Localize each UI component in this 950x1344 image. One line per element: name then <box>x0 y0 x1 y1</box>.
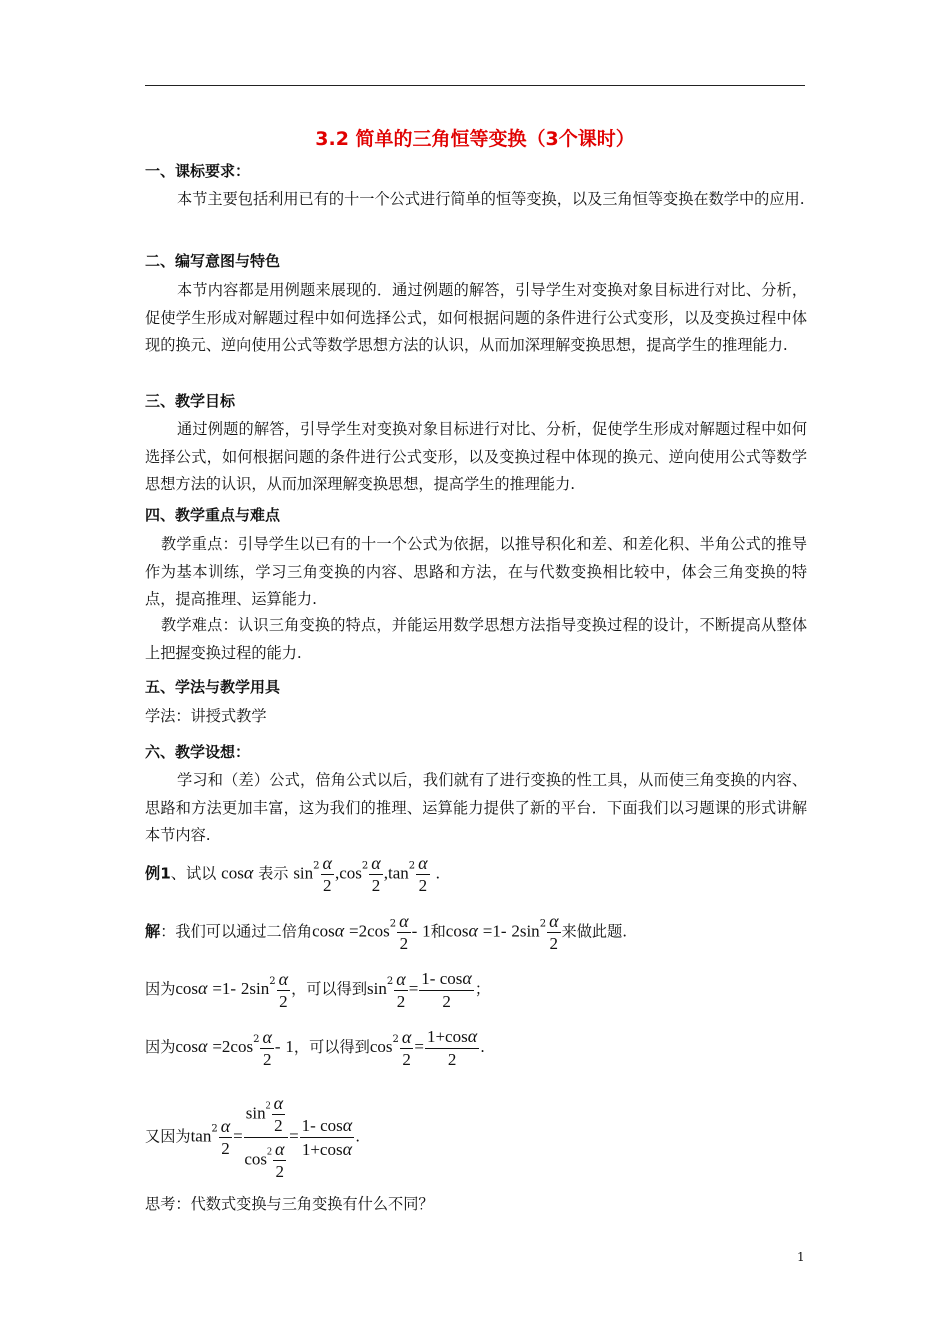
page-number: 1 <box>797 1250 805 1264</box>
solution-line: 解：我们可以通过二倍角$\cos\alpha =2\cos^2$ $\frac{\alpha}{2}$ - 1和cosα =1- $2\sin^2$ $\frac{\alpha}{2}$ 来做此题. <box>145 911 628 953</box>
heading-3: 三、教学目标 <box>145 392 236 410</box>
section-5-text: 学法：讲授式教学 <box>145 707 267 725</box>
difficult-points-text: 教学难点：认识三角变换的特点，并能运用数学思想方法指导变换过程的设计，不断提高从整体上把握变换过程的能力. <box>145 616 807 662</box>
key-points-text: 教学重点：引导学生以已有的十一个公式为依据，以推导积化和差、和差化积、半角公式的推导作为基本训练，学习三角变换的内容、思路和方法，在与代数变换相比较中，体会三角变换的特点，提高推理、运算能力. <box>145 535 807 608</box>
heading-2: 二、编写意图与特色 <box>145 252 281 270</box>
heading-6: 六、教学设想： <box>145 743 251 761</box>
derivation-cos-line: 因为$\cos\alpha =2\cos^2$ $\frac{\alpha}{2}$ - 1，可以得到$\cos^2$ $\frac{\alpha}{2}$ = $\frac{1+\cos\alpha}{2}$ . <box>145 1026 485 1069</box>
section-6-text: 学习和（差）公式，倍角公式以后，我们就有了进行变换的性工具，从而使三角变换的内容、思路和方法更加丰富，这为我们的推理、运算能力提供了新的平台．下面我们以习题课的形式讲解本节内容. <box>145 771 807 844</box>
section-3-text: 通过例题的解答，引导学生对变换对象目标进行对比、分析，促使学生形成对解题过程中如何选择公式，如何根据问题的条件进行公式变形，以及变换过程中体现的换元、逆向使用公式等数学思想方法的认识，从而加深理解变换思想，提高学生的推理能力. <box>145 420 807 493</box>
derivation-sin-line: 因为cosα =1- $2\sin^2$ $\frac{\alpha}{2}$ ，可以得到$\sin^2$ $\frac{\alpha}{2}$ = $\frac{1- \cos\alpha}{2}$ ； <box>145 968 491 1011</box>
example-1-line: 例1、试以 cosα 表示 $\sin^2$ $\frac{\alpha}{2}$ $,\cos^2$ $\frac{\alpha}{2}$ $,\tan^2$ $\frac{\alpha}{2}$ . <box>145 853 441 895</box>
page-title: 3.2 简单的三角恒等变换（3个课时） <box>315 128 635 150</box>
header-rule <box>145 85 805 86</box>
section-2-text: 本节内容都是用例题来展现的．通过例题的解答，引导学生对变换对象目标进行对比、分析，促使学生形成对解题过程中如何选择公式，如何根据问题的条件进行公式变形，以及变换过程中体现的换元、逆向使用公式等数学思想方法的认识，从而加深理解变换思想，提高学生的推理能力. <box>145 281 807 354</box>
section-1-text: 本节主要包括利用已有的十一个公式进行简单的恒等变换，以及三角恒等变换在数学中的应用. <box>177 190 805 208</box>
derivation-tan-line: 又因为$\tan^2$ $\frac{\alpha}{2}$ = $\sin^2$ $\frac{\alpha}{2}$ $\cos^2$ $\frac{\alpha}{2}$ = $\frac{1- \cos\alpha}{1+\cos\alpha}$ . <box>145 1093 361 1181</box>
think-question: 思考：代数式变换与三角变换有什么不同？ <box>145 1195 434 1213</box>
heading-5: 五、学法与教学用具 <box>145 678 281 696</box>
heading-4: 四、教学重点与难点 <box>145 506 281 524</box>
heading-1: 一、课标要求： <box>145 162 251 180</box>
